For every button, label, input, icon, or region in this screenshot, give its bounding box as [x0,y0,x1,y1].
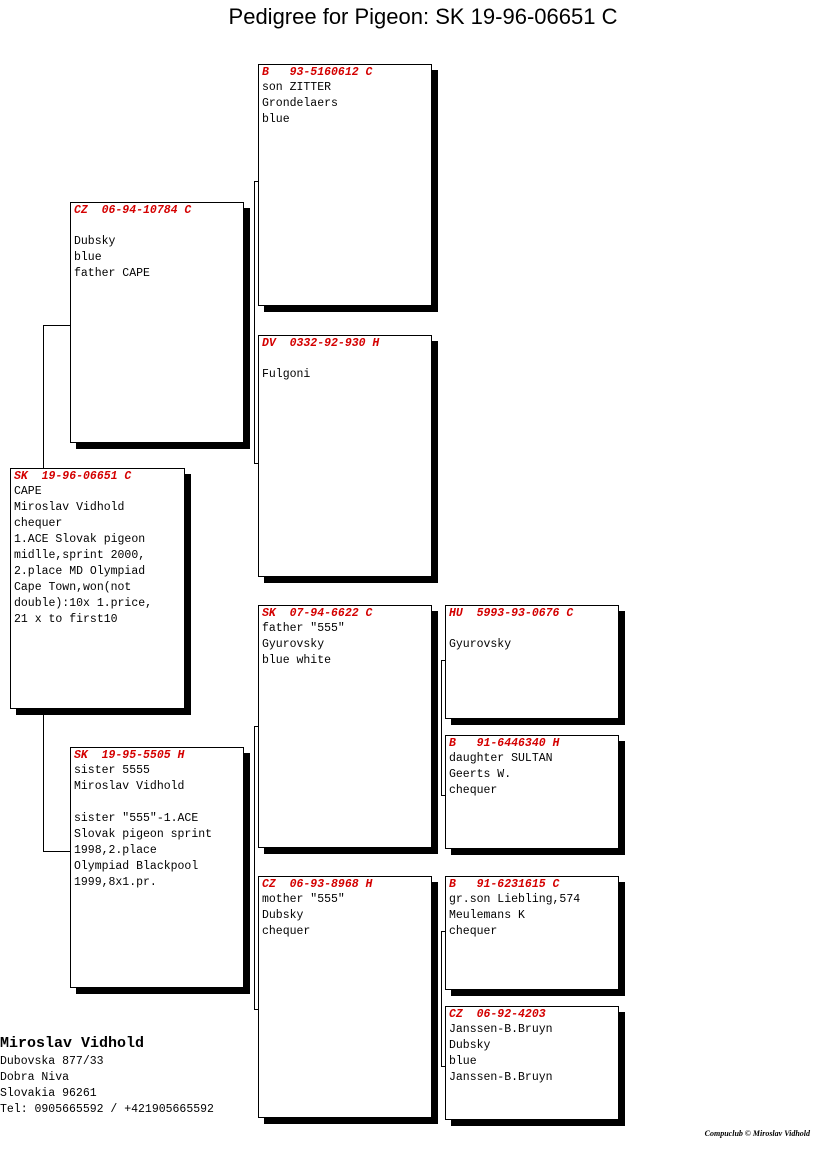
dam-card [70,747,244,988]
card-line: Cape Town,won(not [14,581,132,594]
ring-number: SK 07-94-6622 C [262,607,373,620]
dam-sire-sire-card [445,605,619,719]
owner-info [0,1034,214,1118]
card-line [74,218,240,234]
card-line: blue white [262,654,332,667]
card-line: double):10x 1.price, [14,597,153,610]
card-line: Meulemans K [449,909,525,922]
connector-line [43,851,70,852]
card-line: chequer [449,784,498,797]
card-line [262,351,428,367]
card-line: daughter SULTAN [449,752,553,765]
card-line: chequer [262,925,311,938]
card-line: Miroslav Vidhold [74,780,185,793]
card-line: sister "555"-1.ACE [74,812,199,825]
card-line: mother "555" [262,893,345,906]
ring-number: HU 5993-93-0676 C [449,607,574,620]
card-line: Slovak pigeon sprint [74,828,213,841]
card-line: 1999,8x1.pr. [74,876,157,889]
card-line: Dubsky [74,235,116,248]
card-line: Gyurovsky [262,638,325,651]
card-line: blue [449,1055,477,1068]
connector-line [254,726,255,1009]
card-line [449,621,615,637]
sire-dam-card [258,335,432,577]
page-title: Pedigree for Pigeon: SK 19-96-06651 C [228,4,618,29]
ring-number: DV 0332-92-930 H [262,337,380,350]
card-line: Fulgoni [262,368,311,381]
owner-address-line: Dobra Niva [0,1071,70,1084]
card-line: 2.place MD Olympiad [14,565,146,578]
owner-phone: Tel: 0905665592 / +421905665592 [0,1103,214,1116]
card-line: 1998,2.place [74,844,157,857]
connector-line [441,931,442,1066]
subject-pigeon-card [10,468,185,709]
card-line: midlle,sprint 2000, [14,549,146,562]
card-line: gr.son Liebling,574 [449,893,581,906]
owner-address-line: Slovakia 96261 [0,1087,97,1100]
sire-card [70,202,244,443]
dam-sire-card [258,605,432,848]
card-line: 1.ACE Slovak pigeon [14,533,146,546]
dam-sire-dam-card [445,735,619,849]
card-line: father CAPE [74,267,150,280]
ring-number: CZ 06-92-4203 [449,1008,546,1021]
card-line: Grondelaers [262,97,338,110]
ring-number: SK 19-95-5505 H [74,749,185,762]
card-line: CAPE [14,485,42,498]
sire-sire-card [258,64,432,306]
connector-line [43,325,70,326]
dam-dam-dam-card [445,1006,619,1120]
card-line: chequer [449,925,498,938]
dam-dam-card [258,876,432,1118]
card-line: Janssen-B.Bruyn [449,1023,553,1036]
card-line: Gyurovsky [449,638,512,651]
card-line: Olympiad Blackpool [74,860,199,873]
connector-line [43,712,44,851]
owner-address-line: Dubovska 877/33 [0,1055,104,1068]
card-line: chequer [14,517,63,530]
card-line: son ZITTER [262,81,332,94]
card-line: Dubsky [262,909,304,922]
card-line: blue [262,113,290,126]
ring-number: CZ 06-93-8968 H [262,878,373,891]
owner-name: Miroslav Vidhold [0,1035,145,1052]
card-line: blue [74,251,102,264]
ring-number: CZ 06-94-10784 C [74,204,192,217]
ring-number: B 91-6231615 C [449,878,560,891]
card-line: Miroslav Vidhold [14,501,125,514]
connector-line [254,181,255,463]
card-line [74,795,240,811]
dam-dam-sire-card [445,876,619,990]
connector-line [441,660,442,795]
ring-number: SK 19-96-06651 C [14,470,132,483]
card-line: 21 x to first10 [14,613,118,626]
card-line: sister 5555 [74,764,150,777]
footer-credit: Compuclub © Miroslav Vidhold [704,1129,810,1138]
ring-number: B 91-6446340 H [449,737,560,750]
connector-line [43,325,44,468]
card-line: Dubsky [449,1039,491,1052]
card-line: father "555" [262,622,345,635]
ring-number: B 93-5160612 C [262,66,373,79]
card-line: Geerts W. [449,768,512,781]
card-line: Janssen-B.Bruyn [449,1071,553,1084]
